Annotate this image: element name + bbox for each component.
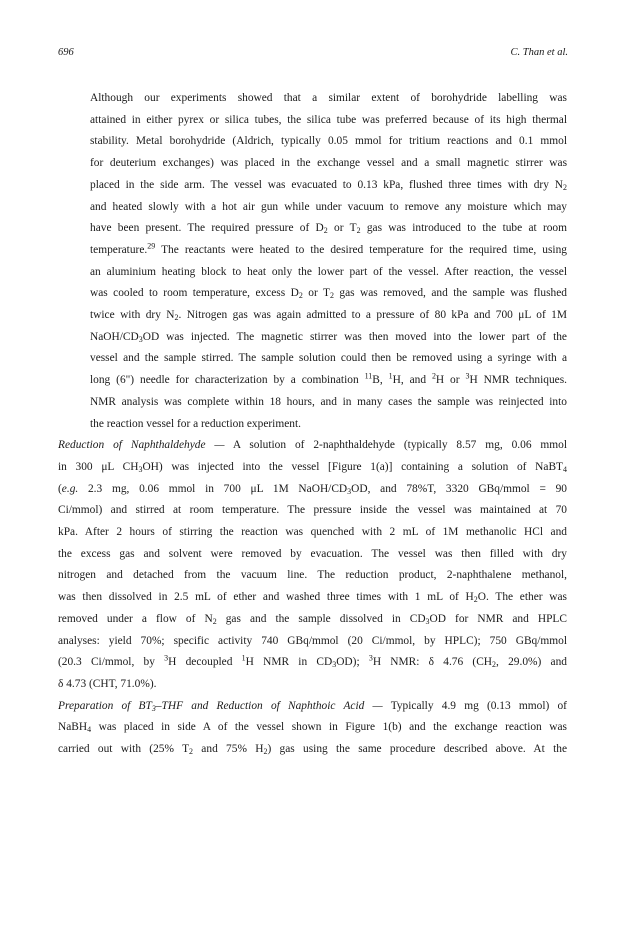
paragraph-preparation-bt3-thf [58, 696, 567, 761]
text-line: kPa. After 2 hours of stirring the reaction was quenched with 2 mL of 1M methanolic HCl and [58, 526, 567, 539]
text-line: Preparation of $BT_3$–THF and Reduction of Naphthoic Acid — Typically 4.9 mg (0.13 mmol) of [58, 699, 567, 713]
text-line: for deuterium exchanges) was placed in the exchange vessel and a small magnetic stirrer was [90, 157, 567, 170]
text-line: twice with dry $N_2$. Nitrogen gas was again admitted to a pressure of 80 kPa and 700 μL of 1M [90, 309, 567, 323]
text-line: long (6") needle for characterization by a combination $^{11}$B, $^1$H, and $^2$H or $^3$H NMR techniques. [90, 371, 567, 387]
text-line: Ci/mmol) and stirred at room temperature. The pressure inside the vessel was maintained at 70 [58, 504, 567, 517]
text-line: (e.g. 2.3 mg, 0.06 mmol in 700 μL 1M NaOH/$CD_3OD$, and 78%T, 3320 GBq/mmol = 90 [58, 482, 567, 496]
body-text [58, 88, 567, 761]
text-line: (20.3 Ci/mmol, by $^3$H decoupled $^1$H NMR in $CD_3OD$); $^3$H NMR: δ 4.76 ($CH_2$, 29.0%) and [58, 653, 568, 670]
text-line: NaOH/$CD_3OD$ was injected. The magnetic stirrer was then moved into the lower part of the [90, 330, 567, 344]
text-line: an aluminium heating block to heat only the lower part of the vessel. After reaction, the vessel [90, 265, 567, 278]
text-line: vessel and the sample stirred. The sample solution could then be removed using a syringe with a [90, 352, 567, 365]
citation-ref: 29 [147, 241, 156, 251]
paragraph-reduction-naphthaldehyde [58, 435, 567, 695]
section-heading: Reduction of Naphthaldehyde — [58, 439, 225, 452]
text-line: δ 4.73 (CHT, 71.0%). [58, 677, 157, 690]
text-line: have been present. The required pressure of $D_2$ or $T_2$ gas was introduced to the tube at room [90, 222, 567, 236]
text-line: in 300 μL $CH_3OH$) was injected into the vessel [Figure 1(a)] containing a solution of NaBT$_4$ [58, 460, 567, 474]
text-line: attained in either pyrex or silica tubes, the silica tube was preferred because of its high thermal [90, 113, 567, 126]
text-line: NaBH$_4$ was placed in side A of the vessel shown in Figure 1(b) and the exchange reaction was [58, 721, 567, 735]
running-head: C. Than et al. [510, 47, 568, 58]
text-line: Although our experiments showed that a similar extent of borohydride labelling was [90, 92, 567, 104]
section-heading: Preparation of $BT_3$–THF and Reduction of Naphthoic Acid — [58, 699, 383, 713]
text-line: the excess gas and solvent were removed by evacuation. The vessel was then filled with dry [58, 547, 567, 560]
text-line: removed under a flow of $N_2$ gas and the sample dissolved in $CD_3OD$ for NMR and HPLC [58, 612, 567, 626]
text-line: was cooled to room temperature, excess $D_2$ or $T_2$ gas was removed, and the sample was flushed [90, 287, 567, 301]
text-line: analyses: yield 70%; specific activity 740 GBq/mmol (20 Ci/mmol, by HPLC); 750 GBq/mmol [58, 634, 567, 647]
text-line: was then dissolved in 2.5 mL of ether and washed three times with 1 mL of $H_2O$. The ether was [58, 591, 567, 605]
text-line: placed in the side arm. The vessel was evacuated to 0.13 kPa, flushed three times with dry $N_2$ [90, 178, 567, 192]
text-line: stability. Metal borohydride (Aldrich, typically 0.05 mmol for tritium reactions and 0.1 mmol [90, 135, 567, 148]
text-line: nitrogen and detached from the vacuum line. The reduction product, 2-naphthalene methanol, [58, 569, 567, 582]
page-number: 696 [58, 47, 74, 58]
text-line: carried out with (25% $T_2$ and 75% $H_2$) gas using the same procedure described above. At the [58, 743, 567, 757]
text-line: NMR analysis was complete within 18 hours, and in many cases the sample was reinjected into [90, 395, 567, 408]
text-line: temperature.$^{29}$ The reactants were heated to the desired temperature for the required time, using [90, 241, 567, 256]
text-line: and heated slowly with a hot air gun while under vacuum to remove any moisture which may [90, 200, 567, 213]
text-line: Reduction of Naphthaldehyde — A solution of 2-naphthaldehyde (typically 8.57 mg, 0.06 mmol [58, 439, 567, 452]
paragraph-experimental [58, 88, 567, 435]
text-line: the reaction vessel for a reduction experiment. [90, 417, 301, 430]
